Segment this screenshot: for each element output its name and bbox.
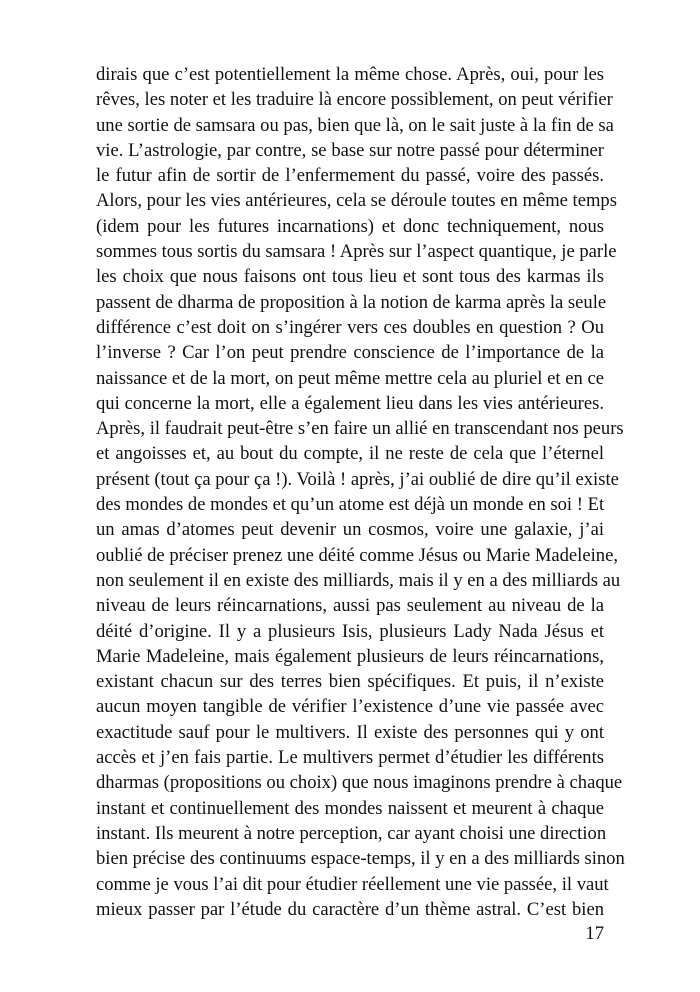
text-line: comme je vous l’ai dit pour étudier réellement une vie passée, il vaut: [96, 873, 609, 895]
text-line: le futur afin de sortir de l’enfermement du passé, voire des passés.: [96, 165, 604, 187]
text-line: différence c’est doit on s’ingérer vers ces doubles en question ? Ou: [96, 316, 604, 338]
text-line: non seulement il en existe des milliards, mais il y en a des milliards au: [96, 569, 621, 591]
text-line: Marie Madeleine, mais également plusieurs de leurs réincarnations,: [96, 645, 604, 667]
text-line: oublié de préciser prenez une déité comme Jésus ou Marie Madeleine,: [96, 544, 618, 566]
text-line: les choix que nous faisons ont tous lieu et sont tous des karmas ils: [96, 266, 604, 288]
text-line: aucun moyen tangible de vérifier l’existence d’une vie passée avec: [96, 696, 604, 718]
text-line: sommes tous sortis du samsara ! Après sur l’aspect quantique, je parle: [96, 241, 617, 263]
body-text: [96, 62, 625, 922]
text-line: existant chacun sur des terres bien spécifiques. Et puis, il n’existe: [96, 671, 604, 693]
text-line: présent (tout ça pour ça !). Voilà ! après, j’ai oublié de dire qu’il existe: [96, 468, 619, 490]
text-line: rêves, les noter et les traduire là encore possiblement, on peut vérifier: [96, 89, 613, 111]
text-line: bien précise des continuums espace-temps, il y en a des milliards sinon: [96, 848, 625, 870]
text-line: un amas d’atomes peut devenir un cosmos, voire une galaxie, j’ai: [96, 519, 604, 541]
page-number: 17: [585, 923, 604, 944]
text-line: mieux passer par l’étude du caractère d’un thème astral. C’est bien: [96, 898, 604, 920]
text-line: vie. L’astrologie, par contre, se base sur notre passé pour déterminer: [96, 139, 604, 161]
text-line: une sortie de samsara ou pas, bien que là, on le sait juste à la fin de sa: [96, 114, 614, 136]
text-line: accès et j’en fais partie. Le multivers permet d’étudier les différents: [96, 747, 604, 769]
text-line: Alors, pour les vies antérieures, cela se déroule toutes en même temps: [96, 190, 617, 212]
text-line: instant et continuellement des mondes naissent et meurent à chaque: [96, 797, 604, 819]
text-line: dirais que c’est potentiellement la même chose. Après, oui, pour les: [96, 64, 604, 85]
text-line: instant. Ils meurent à notre perception, car ayant choisi une direction: [96, 822, 607, 844]
text-line: et angoisses et, au bout du compte, il ne reste de cela que l’éternel: [96, 443, 604, 465]
text-line: niveau de leurs réincarnations, aussi pas seulement au niveau de la: [96, 595, 604, 617]
text-line: (idem pour les futures incarnations) et donc techniquement, nous: [96, 215, 604, 237]
text-line: déité d’origine. Il y a plusieurs Isis, plusieurs Lady Nada Jésus et: [96, 620, 604, 642]
text-line: l’inverse ? Car l’on peut prendre conscience de l’importance de la: [96, 342, 604, 364]
text-line: exactitude sauf pour le multivers. Il existe des personnes qui y ont: [96, 721, 604, 743]
text-line: naissance et de la mort, on peut même mettre cela au pluriel et en ce: [96, 367, 604, 389]
text-line: dharmas (propositions ou choix) que nous imaginons prendre à chaque: [96, 772, 623, 794]
text-line: passent de dharma de proposition à la notion de karma après la seule: [96, 291, 607, 313]
text-line: des mondes de mondes et qu’un atome est déjà un monde en soi ! Et: [96, 494, 605, 516]
text-line: qui concerne la mort, elle a également lieu dans les vies antérieures.: [96, 392, 604, 414]
text-line: Après, il faudrait peut-être s’en faire un allié en transcendant nos peurs: [96, 418, 624, 440]
